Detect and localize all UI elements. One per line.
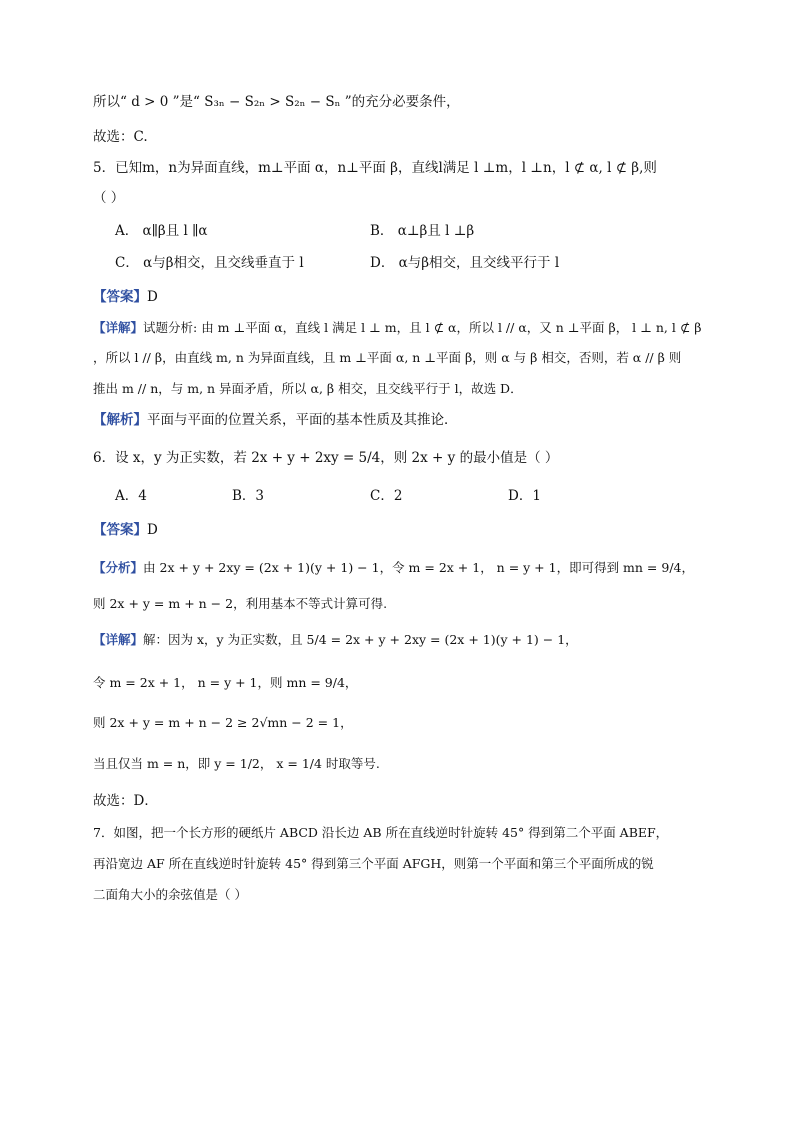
answer-line — [93, 520, 714, 540]
text-line: 所以“ d > 0 ”是“ S₃ₙ − S₂ₙ > S₂ₙ − Sₙ ”的充分必要条件， — [93, 94, 460, 110]
option-c: C．2 — [370, 488, 403, 504]
fenxi-text: 由 2x + y + 2xy = (2x + 1)(y + 1) − 1，令 m = 2x + 1， n = y + 1，即可得到 mn = 9/4， — [143, 560, 694, 575]
conclusion-line: 故选：D． — [93, 793, 158, 809]
option-a: A． α∥β且 l ∥α — [115, 223, 208, 239]
fenxi-tag: 【分析】 — [93, 560, 144, 575]
detail-line — [93, 318, 714, 338]
answer-value: D — [147, 522, 158, 538]
detail-line: 当且仅当 m = n，即 y = 1/2， x = 1/4 时取等号. — [93, 756, 380, 771]
detail-tag: 【详解】 — [93, 320, 144, 335]
detail-line: 令 m = 2x + 1， n = y + 1，则 mn = 9/4， — [93, 675, 358, 690]
option-d: D． α与β相交，且交线平行于 l — [370, 255, 560, 271]
detail-text: 解：因为 x，y 为正实数，且 5/4 = 2x + y + 2xy = (2x + 1)(y + 1) − 1， — [143, 632, 578, 647]
detail-tag: 【详解】 — [93, 632, 144, 647]
question-7-stem: 再沿宽边 AF 所在直线逆时针旋转 45° 得到第三个平面 AFGH，则第一个平面和第三个平面所成的锐 — [93, 856, 654, 871]
analysis-line — [93, 558, 714, 578]
question-5-stem: 5．已知m，n为异面直线，m⊥平面 α，n⊥平面 β，直线l满足 l ⊥m，l ⊥n，l ⊄ α, l ⊄ β,则 — [93, 160, 657, 176]
analysis-line: 则 2x + y = m + n − 2，利用基本不等式计算可得. — [93, 596, 388, 611]
detail-text: 试题分析: 由 m ⊥平面 α，直线 l 满足 l ⊥ m，且 l ⊄ α，所以 l // α，又 n ⊥平面 β， l ⊥ n, l ⊄ β — [143, 320, 702, 335]
answer-value: D — [147, 289, 158, 305]
analysis-text: 平面与平面的位置关系，平面的基本性质及其推论． — [147, 412, 458, 428]
analysis-tag: 【解析】 — [93, 412, 147, 428]
option-b: B． α⊥β且 l ⊥β — [370, 223, 475, 239]
option-d: D．1 — [508, 488, 541, 504]
answer-tag: 【答案】 — [93, 522, 147, 538]
option-b: B．3 — [232, 488, 265, 504]
answer-tag: 【答案】 — [93, 289, 147, 305]
text-line: 故选：C. — [93, 129, 148, 145]
detail-line — [93, 630, 714, 650]
question-7-stem: 7．如图，把一个长方形的硬纸片 ABCD 沿长边 AB 所在直线逆时针旋转 45° 得到第二个平面 ABEF， — [93, 825, 669, 840]
analysis-line — [93, 410, 714, 430]
answer-bracket: （ ） — [93, 190, 125, 206]
option-c: C． α与β相交，且交线垂直于 l — [115, 255, 304, 271]
option-a: A．4 — [115, 488, 147, 504]
detail-line: 则 2x + y = m + n − 2 ≥ 2√mn − 2 = 1， — [93, 715, 353, 730]
question-7-stem: 二面角大小的余弦值是（ ） — [93, 887, 247, 902]
detail-line: ，所以 l // β，由直线 m, n 为异面直线，且 m ⊥平面 α, n ⊥平面 β，则 α 与 β 相交，否则，若 α // β 则 — [93, 350, 682, 365]
answer-line — [93, 287, 714, 307]
detail-line: 推出 m // n，与 m, n 异面矛盾，所以 α, β 相交，且交线平行于 l，故选 D． — [93, 381, 523, 396]
question-6-stem: 6．设 x，y 为正实数，若 2x + y + 2xy = 5/4，则 2x + y 的最小值是（ ） — [93, 450, 559, 466]
